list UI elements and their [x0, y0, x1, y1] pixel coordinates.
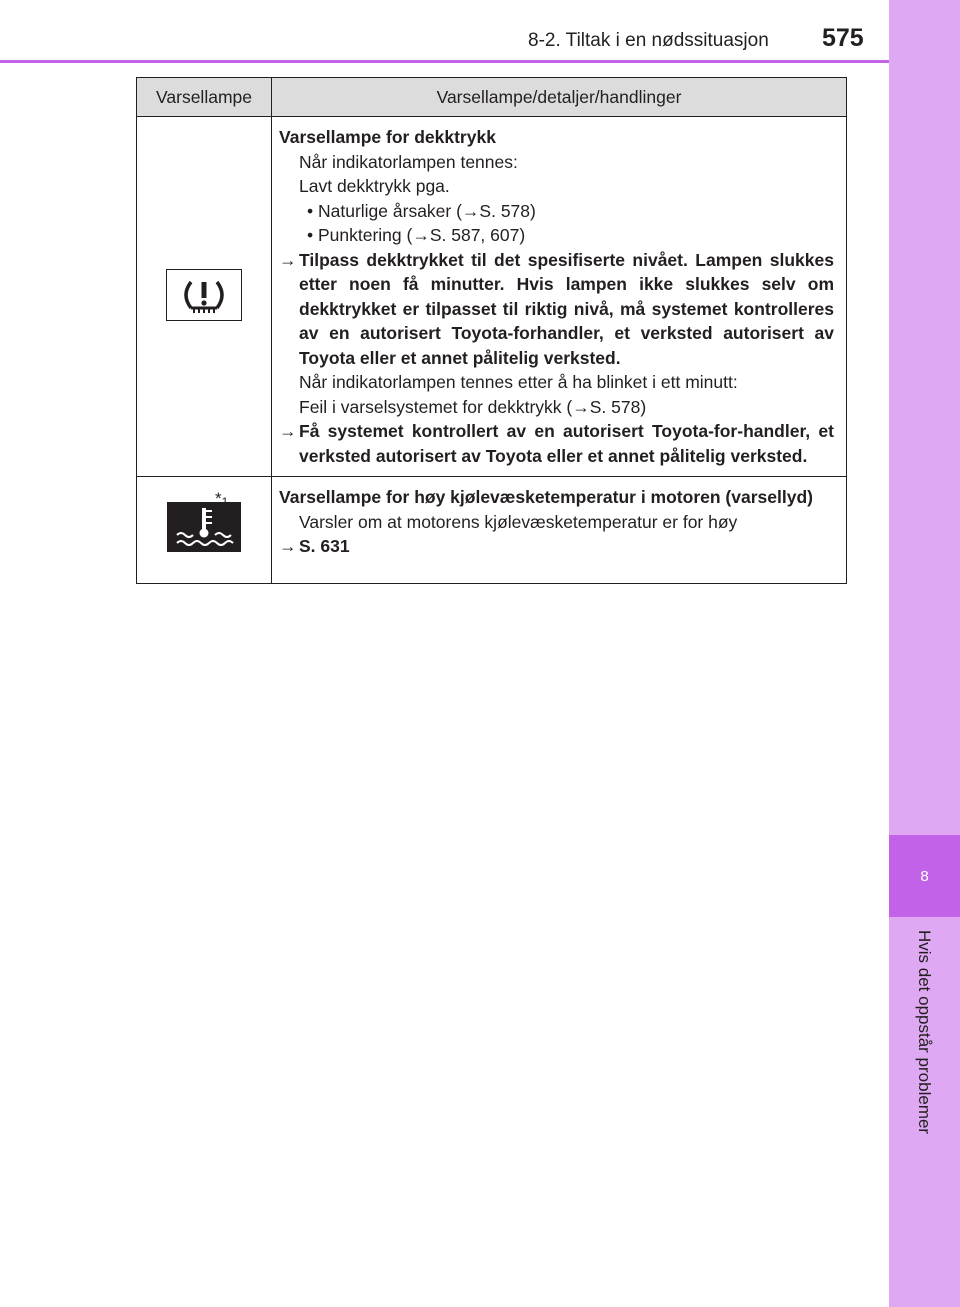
lamp-cell: [137, 477, 272, 584]
footnote-star: *: [215, 489, 222, 508]
arrow-icon: →: [279, 536, 297, 556]
text-line: Når indikatorlampen tennes:: [299, 151, 518, 172]
column-header-lamp: Varsellampe: [137, 78, 272, 117]
reference-item: [279, 534, 834, 559]
table-row: [137, 477, 847, 584]
header-rule: [0, 60, 889, 63]
footnote-number: 1: [221, 495, 229, 509]
column-header-details: Varsellampe/detaljer/handlinger: [272, 78, 847, 117]
chapter-number: 8: [889, 835, 960, 917]
text-line: Feil i varselsystemet for dekktrykk (→S. 578): [299, 396, 647, 417]
arrow-icon: →: [279, 249, 297, 270]
action-text: Få systemet kontrollert av en autorisert Toyota-for-handler, et verksted autorisert av Toyota eller et annet pålitelig verksted.: [299, 421, 834, 466]
lamp-title: Varsellampe for dekktrykk: [279, 127, 496, 147]
text-line: Når indikatorlampen tennes etter å ha blinket i ett minutt:: [299, 372, 738, 392]
lamp-cell: [137, 117, 272, 477]
page-number: 575: [822, 24, 864, 52]
chapter-title: Hvis det oppstår problemer: [915, 930, 934, 1135]
lamp-description: [272, 117, 847, 477]
text-line: Varsler om at motorens kjølevæsketemperatur er for høy: [299, 511, 738, 532]
coolant-temperature-warning-icon: [167, 502, 241, 552]
page-reference: S. 631: [299, 536, 350, 556]
action-item: [279, 248, 834, 371]
action-item: [279, 419, 834, 468]
table-row: [137, 117, 847, 477]
text-line: Lavt dekktrykk pga.: [299, 176, 450, 196]
lamp-title: Varsellampe for høy kjølevæsketemperatur i motoren (varsellyd): [279, 487, 813, 507]
table-header-row: [137, 78, 847, 117]
section-title: 8-2. Tiltak i en nødssituasjon: [528, 30, 769, 51]
bullet-item: • Naturlige årsaker (→S. 578): [307, 200, 536, 221]
warning-lamp-table: [136, 77, 847, 584]
footnote-marker: [215, 489, 228, 509]
action-text: Tilpass dekktrykket til det spesifiserte nivået. Lampen slukkes etter noen få minutter. Hvis lampen ikke slukkes selv om dekktrykket er tilpasset til riktig nivå, må systemet kontrolleres av en autorisert Toyota-forhandler, et verksted autorisert av Toyota eller et annet pålitelig verksted.: [299, 249, 834, 368]
tire-pressure-warning-icon: [166, 269, 242, 321]
lamp-description: [272, 477, 847, 584]
arrow-icon: →: [279, 421, 297, 441]
bullet-item: • Punktering (→S. 587, 607): [307, 225, 526, 245]
